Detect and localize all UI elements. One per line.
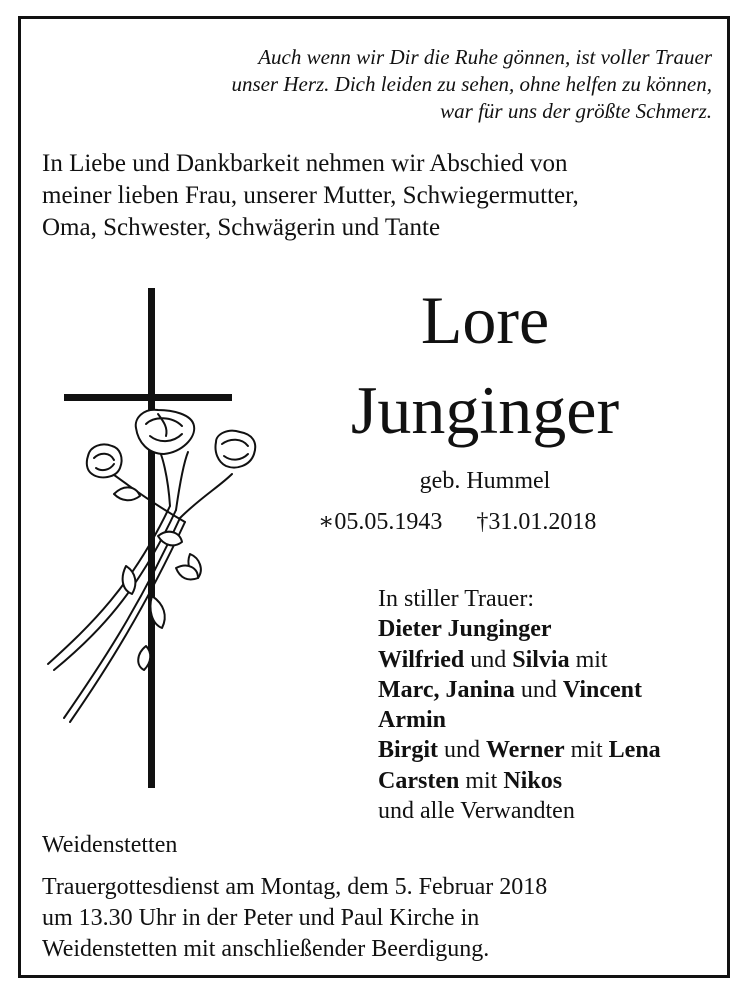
place-name: Weidenstetten	[42, 832, 178, 858]
death-cross-icon: †	[476, 509, 489, 535]
mourner-line: Marc, Janina und Vincent	[378, 676, 642, 703]
mourner-line: Armin	[378, 707, 446, 734]
intro-line: Oma, Schwester, Schwägerin und Tante	[42, 214, 441, 241]
funeral-service-info	[42, 872, 722, 965]
mourners-closing: und alle Verwandten	[378, 798, 575, 825]
cross-and-roses-illustration	[40, 286, 270, 794]
death-date: 31.01.2018	[488, 509, 597, 535]
maiden-name: geb. Hummel	[419, 468, 551, 494]
verse-line: unser Herz. Dich leiden zu sehen, ohne helfen zu können,	[231, 72, 712, 96]
memorial-verse	[72, 44, 712, 125]
service-line: um 13.30 Uhr in der Peter und Paul Kirche in	[42, 905, 480, 931]
verse-line: war für uns der größte Schmerz.	[440, 99, 712, 123]
mourner-line: Dieter Junginger	[378, 616, 552, 643]
birth-date: 05.05.1943	[334, 509, 443, 535]
mourners-list	[378, 584, 723, 826]
deceased-last-name: Junginger	[350, 372, 620, 448]
service-line: Trauergottesdienst am Montag, dem 5. Februar 2018	[42, 874, 548, 900]
mourner-line: Birgit und Werner mit Lena	[378, 737, 661, 764]
verse-line: Auch wenn wir Dir die Ruhe gönnen, ist voller Trauer	[258, 45, 712, 69]
service-line: Weidenstetten mit anschließender Beerdigung.	[42, 936, 490, 962]
mourner-line: Carsten mit Nikos	[378, 767, 563, 794]
intro-line: meiner lieben Frau, unserer Mutter, Schwiegermutter,	[42, 182, 579, 209]
birth-star-icon: ∗	[318, 509, 335, 535]
intro-line: In Liebe und Dankbarkeit nehmen wir Abschied von	[42, 150, 568, 177]
life-dates	[318, 507, 678, 537]
farewell-intro	[42, 148, 722, 244]
mourner-line: Wilfried und Silvia mit	[378, 646, 608, 673]
cross-icon	[64, 288, 232, 788]
mourners-heading: In stiller Trauer:	[378, 586, 534, 612]
deceased-first-name: Lore	[420, 282, 550, 358]
